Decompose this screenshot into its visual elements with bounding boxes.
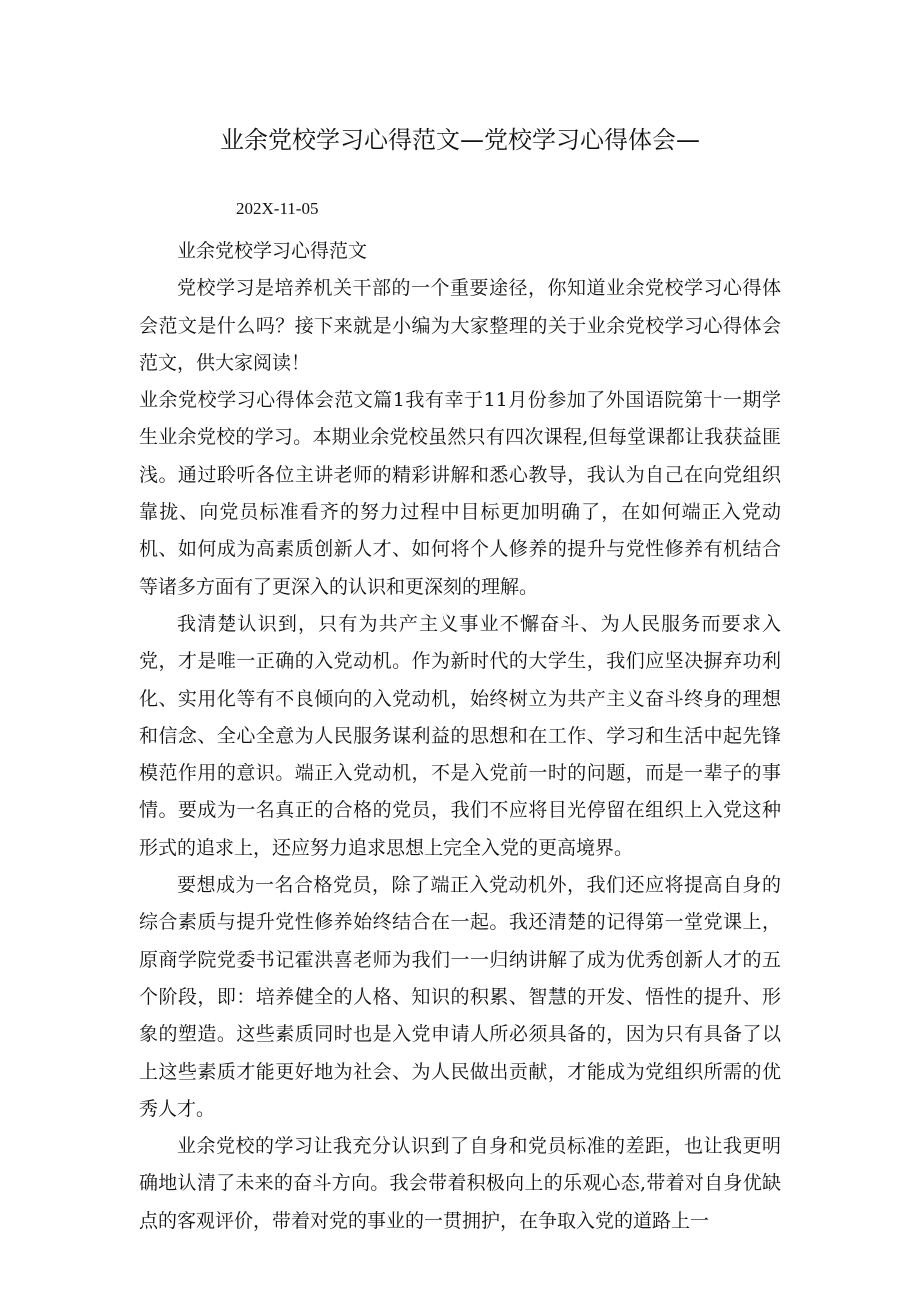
paragraph-motivation: 我清楚认识到，只有为共产主义事业不懈奋斗、为人民服务而要求入党，才是唯一正确的入党动机。作为新时代的大学生，我们应坚决摒弃功利化、实用化等有不良倾向的入党动机，始终树立为共产主义奋斗终身的理想和信念、全心全意为人民服务谋利益的思想和在工作、学习和生活中起先锋模范作用的意识。端正入党动机，不是入党前一时的问题，而是一辈子的事情。要成为一名真正的合格的党员，我们不应将目光停留在组织上入党这种形式的追求上，还应努力追求思想上完全入党的更高境界。 — [139, 612, 781, 859]
paragraph-conclusion: 业余党校的学习让我充分认识到了自身和党员标准的差距，也让我更明确地认清了未来的奋斗方向。我会带着积极向上的乐观心态,带着对自身优缺点的客观评价，带着对党的事业的一贯拥护，在争取入党的道路上一 — [139, 1135, 781, 1232]
paragraph-subtitle: 业余党校学习心得范文 — [177, 240, 368, 262]
document-title: 业余党校学习心得范文—党校学习心得体会— — [220, 126, 700, 154]
paragraph-intro: 党校学习是培养机关干部的一个重要途径，你知道业余党校学习心得体会范文是什么吗？接下来就是小编为大家整理的关于业余党校学习心得体会范文，供大家阅读！ — [139, 277, 781, 374]
paragraph-essay-start: 业余党校学习心得体会范文篇1我有幸于11月份参加了外国语院第十一期学生业余党校的学习。本期业余党校虽然只有四次课程,但每堂课都让我获益匪浅。通过聆听各位主讲老师的精彩讲解和悉心教导，我认为自己在向党组织靠拢、向党员标准看齐的努力过程中目标更加明确了，在如何端正入党动机、如何成为高素质创新人才、如何将个人修养的提升与党性修养有机结合等诸多方面有了更深入的认识和更深刻的理解。 — [139, 389, 781, 598]
document-body — [139, 233, 781, 1240]
document-date: 202X-11-05 — [236, 199, 319, 218]
paragraph-qualities: 要想成为一名合格党员，除了端正入党动机外，我们还应将提高自身的综合素质与提升党性修养始终结合在一起。我还清楚的记得第一堂党课上，原商学院党委书记霍洪喜老师为我们一一归纳讲解了成为优秀创新人才的五个阶段，即：培养健全的人格、知识的积累、智慧的开发、悟性的提升、形象的塑造。这些素质同时也是入党申请人所必须具备的，因为只有具备了以上这些素质才能更好地为社会、为人民做出贡献，才能成为党组织所需的优秀人才。 — [139, 874, 781, 1120]
